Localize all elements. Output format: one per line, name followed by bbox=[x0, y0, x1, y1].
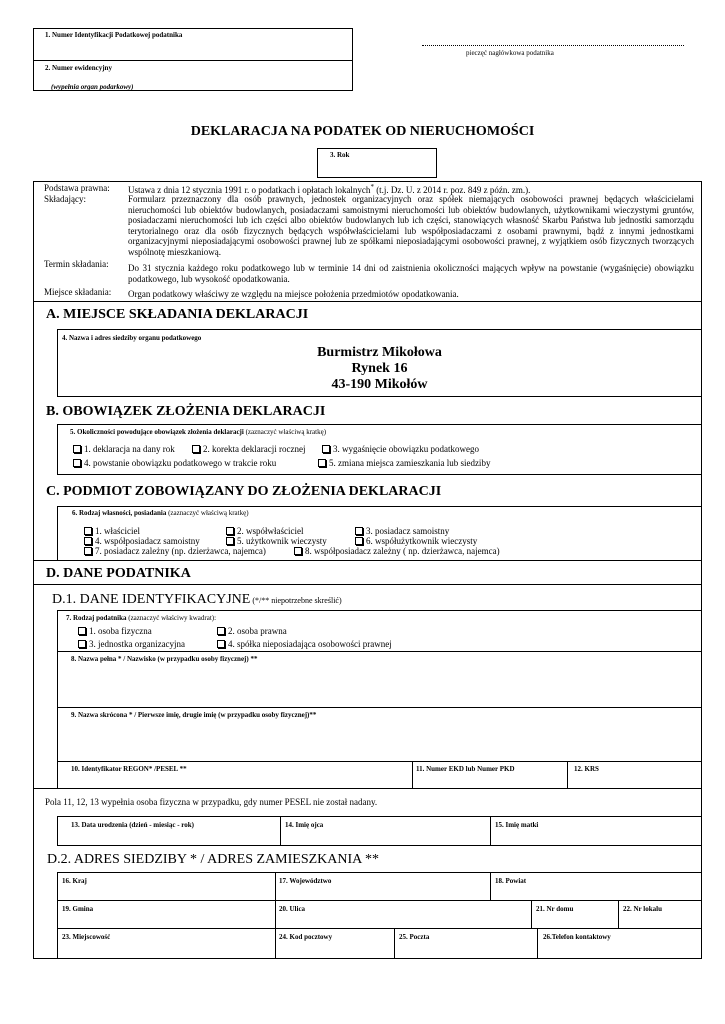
divider bbox=[275, 872, 276, 958]
nip-label: 1. Numer Identyfikacji Podatkowej podatnika bbox=[45, 31, 183, 39]
f13-label: 13. Data urodzenia (dzień - miesiąc - rok) bbox=[71, 821, 195, 829]
place-label: Miejsce składania: bbox=[44, 287, 112, 297]
c-option-4-label: 4. współposiadacz samoistny bbox=[95, 536, 200, 546]
divider bbox=[57, 761, 702, 762]
checkbox[interactable] bbox=[73, 445, 81, 453]
ev-note: (wypełnia organ podarkowy) bbox=[51, 83, 134, 91]
divider bbox=[394, 928, 395, 958]
f14-label: 14. Imię ojca bbox=[285, 821, 324, 829]
a-box-top bbox=[57, 329, 702, 330]
f7-option-1[interactable] bbox=[78, 626, 152, 636]
b-box-top bbox=[57, 424, 702, 425]
checkbox[interactable] bbox=[226, 527, 234, 535]
b-label-text: 5. Okoliczności powodujące obowiązek złożenia deklaracji bbox=[70, 428, 244, 436]
post-office-input[interactable] bbox=[399, 943, 532, 956]
address-line-3: 43-190 Mikołów bbox=[331, 377, 428, 392]
divider bbox=[57, 707, 702, 708]
d1-hint: (*/** niepotrzebne skreślić) bbox=[250, 596, 342, 605]
divider bbox=[618, 900, 619, 928]
f22-label: 22. Nr lokalu bbox=[623, 905, 662, 913]
b-option-1-label: 1. deklaracja na dany rok bbox=[84, 444, 175, 454]
checkbox[interactable] bbox=[318, 459, 326, 467]
deadline-label: Termin składania: bbox=[44, 259, 109, 269]
a-field-label: 4. Nazwa i adres siedziby organu podatkowego bbox=[62, 334, 202, 342]
f25-label: 25. Poczta bbox=[399, 933, 430, 941]
ekd-pkd-input[interactable] bbox=[416, 774, 562, 787]
frame-top bbox=[33, 181, 702, 182]
checkbox[interactable] bbox=[78, 627, 86, 635]
divider bbox=[33, 788, 702, 789]
c-option-3[interactable] bbox=[355, 526, 449, 536]
d1-box-top bbox=[57, 610, 702, 611]
section-d-title: D. DANE PODATNIKA bbox=[46, 566, 191, 581]
year-label: 3. Rok bbox=[330, 151, 350, 159]
commune-input[interactable] bbox=[62, 914, 270, 927]
tax-office-address bbox=[57, 345, 702, 393]
b-box-bottom bbox=[57, 474, 702, 475]
voivodeship-input[interactable] bbox=[279, 886, 485, 899]
a-box-bottom bbox=[57, 396, 702, 397]
f7-option-4[interactable] bbox=[217, 639, 392, 649]
divider bbox=[412, 761, 413, 788]
b-option-5[interactable] bbox=[318, 458, 490, 468]
c-option-6-label: 6. współużytkownik wieczysty bbox=[366, 536, 478, 546]
b-option-2-label: 2. korekta deklaracji rocznej bbox=[203, 444, 306, 454]
country-input[interactable] bbox=[62, 886, 270, 899]
b-option-2[interactable] bbox=[192, 444, 305, 454]
checkbox[interactable] bbox=[322, 445, 330, 453]
divider bbox=[537, 928, 538, 958]
stamp-line bbox=[422, 45, 684, 46]
f7-label-text: 7. Rodzaj podatnika bbox=[66, 614, 127, 622]
f7-option-3-label: 3. jednostka organizacyjna bbox=[89, 639, 186, 649]
d2-title: D.2. ADRES SIEDZIBY * / ADRES ZAMIESZKANIA ** bbox=[47, 852, 379, 867]
c-option-1[interactable] bbox=[84, 526, 140, 536]
d1-title-text: D.1. DANE IDENTYFIKACYJNE bbox=[52, 592, 251, 607]
county-input[interactable] bbox=[495, 886, 697, 899]
frame-bottom bbox=[33, 958, 702, 959]
checkbox[interactable] bbox=[84, 527, 92, 535]
checkbox[interactable] bbox=[217, 640, 225, 648]
place-text: Organ podatkowy właściwy ze względu na miejsce położenia przedmiotów opodatkowania. bbox=[128, 289, 459, 299]
f19-label: 19. Gmina bbox=[62, 905, 94, 913]
c-option-4[interactable] bbox=[84, 536, 200, 546]
checkbox[interactable] bbox=[294, 547, 302, 555]
c-option-2-label: 2. współwłaściciel bbox=[237, 526, 304, 536]
postal-code-input[interactable] bbox=[279, 943, 389, 956]
f7-option-4-label: 4. spółka nieposiadająca osobowości prawnej bbox=[228, 639, 392, 649]
c-option-8-label: 8. współposiadacz zależny ( np. dzierżawca, najemca) bbox=[305, 546, 500, 556]
checkbox[interactable] bbox=[84, 547, 92, 555]
c-box-top bbox=[57, 506, 702, 507]
year-input[interactable] bbox=[322, 161, 432, 175]
divider bbox=[57, 872, 58, 958]
apartment-number-input[interactable] bbox=[623, 914, 697, 927]
f26-label: 26.Telefon kontaktowy bbox=[543, 933, 611, 941]
c-box-left bbox=[57, 506, 58, 560]
address-line-2: Rynek 16 bbox=[351, 361, 408, 376]
divider bbox=[57, 816, 702, 817]
f9-label: 9. Nazwa skrócona * / Pierwsze imię, drugie imię (w przypadku osoby fizycznej)** bbox=[71, 711, 317, 719]
divider bbox=[567, 761, 568, 788]
ev-label: 2. Numer ewidencyjny bbox=[45, 64, 112, 72]
c-option-5[interactable] bbox=[226, 536, 327, 546]
filer-label: Składający: bbox=[44, 194, 86, 204]
f18-label: 18. Powiat bbox=[495, 877, 527, 885]
basis-text-a: Ustawa z dnia 12 stycznia 1991 r. o podatkach i opłatach lokalnych bbox=[128, 185, 371, 195]
checkbox[interactable] bbox=[226, 537, 234, 545]
address-line-1: Burmistrz Mikołowa bbox=[317, 345, 442, 360]
c-option-7[interactable] bbox=[84, 546, 266, 556]
c-option-2[interactable] bbox=[226, 526, 304, 536]
divider bbox=[531, 900, 532, 928]
c-option-8[interactable] bbox=[294, 546, 500, 556]
checkbox[interactable] bbox=[217, 627, 225, 635]
divider bbox=[33, 584, 702, 585]
stamp-label: pieczęć nagłówkowa podatnika bbox=[466, 49, 554, 57]
f15-label: 15. Imię matki bbox=[495, 821, 539, 829]
f7-hint: (zaznaczyć właściwy kwadrat): bbox=[126, 614, 217, 622]
b-field-label bbox=[70, 428, 326, 436]
street-input[interactable] bbox=[279, 914, 526, 927]
divider bbox=[57, 928, 702, 929]
mother-name-input[interactable] bbox=[495, 831, 697, 844]
b-option-1[interactable] bbox=[73, 444, 175, 454]
divider bbox=[33, 60, 353, 61]
c-option-6[interactable] bbox=[355, 536, 477, 546]
divider bbox=[57, 845, 702, 846]
checkbox[interactable] bbox=[355, 537, 363, 545]
section-b-title: B. OBOWIĄZEK ZŁOŻENIA DEKLARACJI bbox=[46, 404, 326, 419]
c-option-5-label: 5. użytkownik wieczysty bbox=[237, 536, 327, 546]
divider bbox=[57, 900, 702, 901]
b-option-3[interactable] bbox=[322, 444, 479, 454]
divider bbox=[280, 816, 281, 845]
basis-mark: * bbox=[370, 183, 374, 191]
c-option-3-label: 3. posiadacz samoistny bbox=[366, 526, 450, 536]
note-text: Pola 11, 12, 13 wypełnia osoba fizyczna w przypadku, gdy numer PESEL nie został nadany. bbox=[45, 797, 378, 807]
f7-label bbox=[66, 614, 216, 622]
checkbox[interactable] bbox=[355, 527, 363, 535]
basis-label: Podstawa prawna: bbox=[44, 183, 110, 193]
c-box-bottom bbox=[33, 560, 702, 561]
f24-label: 24. Kod pocztowy bbox=[279, 933, 333, 941]
f8-label: 8. Nazwa pełna * / Nazwisko (w przypadku osoby fizycznej) ** bbox=[71, 655, 258, 663]
c-field-label bbox=[72, 509, 249, 517]
phone-input[interactable] bbox=[543, 943, 697, 956]
checkbox[interactable] bbox=[84, 537, 92, 545]
divider bbox=[57, 816, 58, 845]
checkbox[interactable] bbox=[192, 445, 200, 453]
city-input[interactable] bbox=[62, 943, 270, 956]
divider bbox=[33, 301, 702, 302]
checkbox[interactable] bbox=[78, 640, 86, 648]
frame-right bbox=[701, 181, 702, 958]
f16-label: 16. Kraj bbox=[62, 877, 87, 885]
divider bbox=[490, 872, 491, 900]
c-label-text: 6. Rodzaj własności, posiadania bbox=[72, 509, 167, 517]
section-a-title: A. MIEJSCE SKŁADANIA DEKLARACJI bbox=[46, 307, 309, 322]
f7-option-1-label: 1. osoba fizyczna bbox=[89, 626, 152, 636]
krs-input[interactable] bbox=[571, 774, 697, 787]
regon-pesel-input[interactable] bbox=[62, 774, 407, 787]
b-option-4-label: 4. powstanie obowiązku podatkowego w trakcie roku bbox=[84, 458, 277, 468]
f21-label: 21. Nr domu bbox=[536, 905, 574, 913]
ev-input[interactable] bbox=[40, 72, 346, 82]
b-option-4[interactable] bbox=[73, 458, 276, 468]
birth-date-input[interactable] bbox=[62, 831, 275, 844]
f7-option-2-label: 2. osoba prawna bbox=[228, 626, 287, 636]
deadline-text: Do 31 stycznia każdego roku podatkowego lub w terminie 14 dni od zaistnienia okoliczności mających wpływ na powstanie (wygaśnięcie) obowiązku podatkowego, lub wysokość opodatkowania. bbox=[128, 263, 694, 284]
full-name-input[interactable] bbox=[62, 668, 696, 704]
b-option-3-label: 3. wygaśnięcie obowiązku podatkowego bbox=[333, 444, 479, 454]
section-c-title: C. PODMIOT ZOBOWIĄZANY DO ZŁOŻENIA DEKLARACJI bbox=[46, 484, 442, 499]
c-option-1-label: 1. właściciel bbox=[95, 526, 140, 536]
page-title: DEKLARACJA NA PODATEK OD NIERUCHOMOŚCI bbox=[190, 124, 535, 139]
house-number-input[interactable] bbox=[536, 914, 613, 927]
f7-option-2[interactable] bbox=[217, 626, 287, 636]
frame-left bbox=[33, 181, 34, 958]
f7-option-3[interactable] bbox=[78, 639, 185, 649]
f23-label: 23. Miejscowość bbox=[62, 933, 111, 941]
b-hint: (zaznaczyć właściwą kratkę) bbox=[243, 428, 327, 436]
filer-text: Formularz przeznaczony dla osób prawnych, jednostek organizacyjnych oraz spółek niemających osobowości prawnej będących właścicielami nieruchomości lub obiektów budowlanych, posiadaczami samoistnymi nieruchomości lub obiektów budowlanych, użytkownikami wieczystymi gruntów, posiadaczami nieruchomości lub ich części albo obiektów budowlanych lub ich części, stanowiących własność Skarbu Państwa lub jednostki samorządu terytorialnego oraz dla osób fizycznych będących współwłaścicielami lub współposiadaczami z osobami prawnymi, bądź z innymi jednostkami organizacyjnymi nieposiadającymi osobowości prawnej lub ze spółkami nieposiadającymi osobowości prawnej, z wyjątkiem osób fizycznych tworzących wspólnotę mieszkaniową. bbox=[128, 194, 694, 257]
c-option-7-label: 7. posiadacz zależny (np. dzierżawca, najemca) bbox=[95, 546, 266, 556]
checkbox[interactable] bbox=[73, 459, 81, 467]
father-name-input[interactable] bbox=[285, 831, 485, 844]
c-hint: (zaznaczyć właściwą kratkę) bbox=[166, 509, 249, 517]
b-box-left bbox=[57, 424, 58, 474]
divider bbox=[57, 651, 702, 652]
d1-title bbox=[52, 590, 342, 608]
divider bbox=[57, 872, 702, 873]
f20-label: 20. Ulica bbox=[279, 905, 306, 913]
f10-label: 10. Identyfikator REGON* /PESEL ** bbox=[71, 765, 187, 773]
f17-label: 17. Województwo bbox=[279, 877, 332, 885]
basis-text-b: (t.j. Dz. U. z 2014 r. poz. 849 z późn. zm.). bbox=[373, 185, 531, 195]
divider bbox=[490, 816, 491, 845]
nip-input[interactable] bbox=[40, 42, 346, 58]
short-name-input[interactable] bbox=[62, 724, 696, 758]
f12-label: 12. KRS bbox=[574, 765, 599, 773]
f11-label: 11. Numer EKD lub Numer PKD bbox=[416, 765, 515, 773]
b-option-5-label: 5. zmiana miejsca zamieszkania lub siedziby bbox=[329, 458, 491, 468]
